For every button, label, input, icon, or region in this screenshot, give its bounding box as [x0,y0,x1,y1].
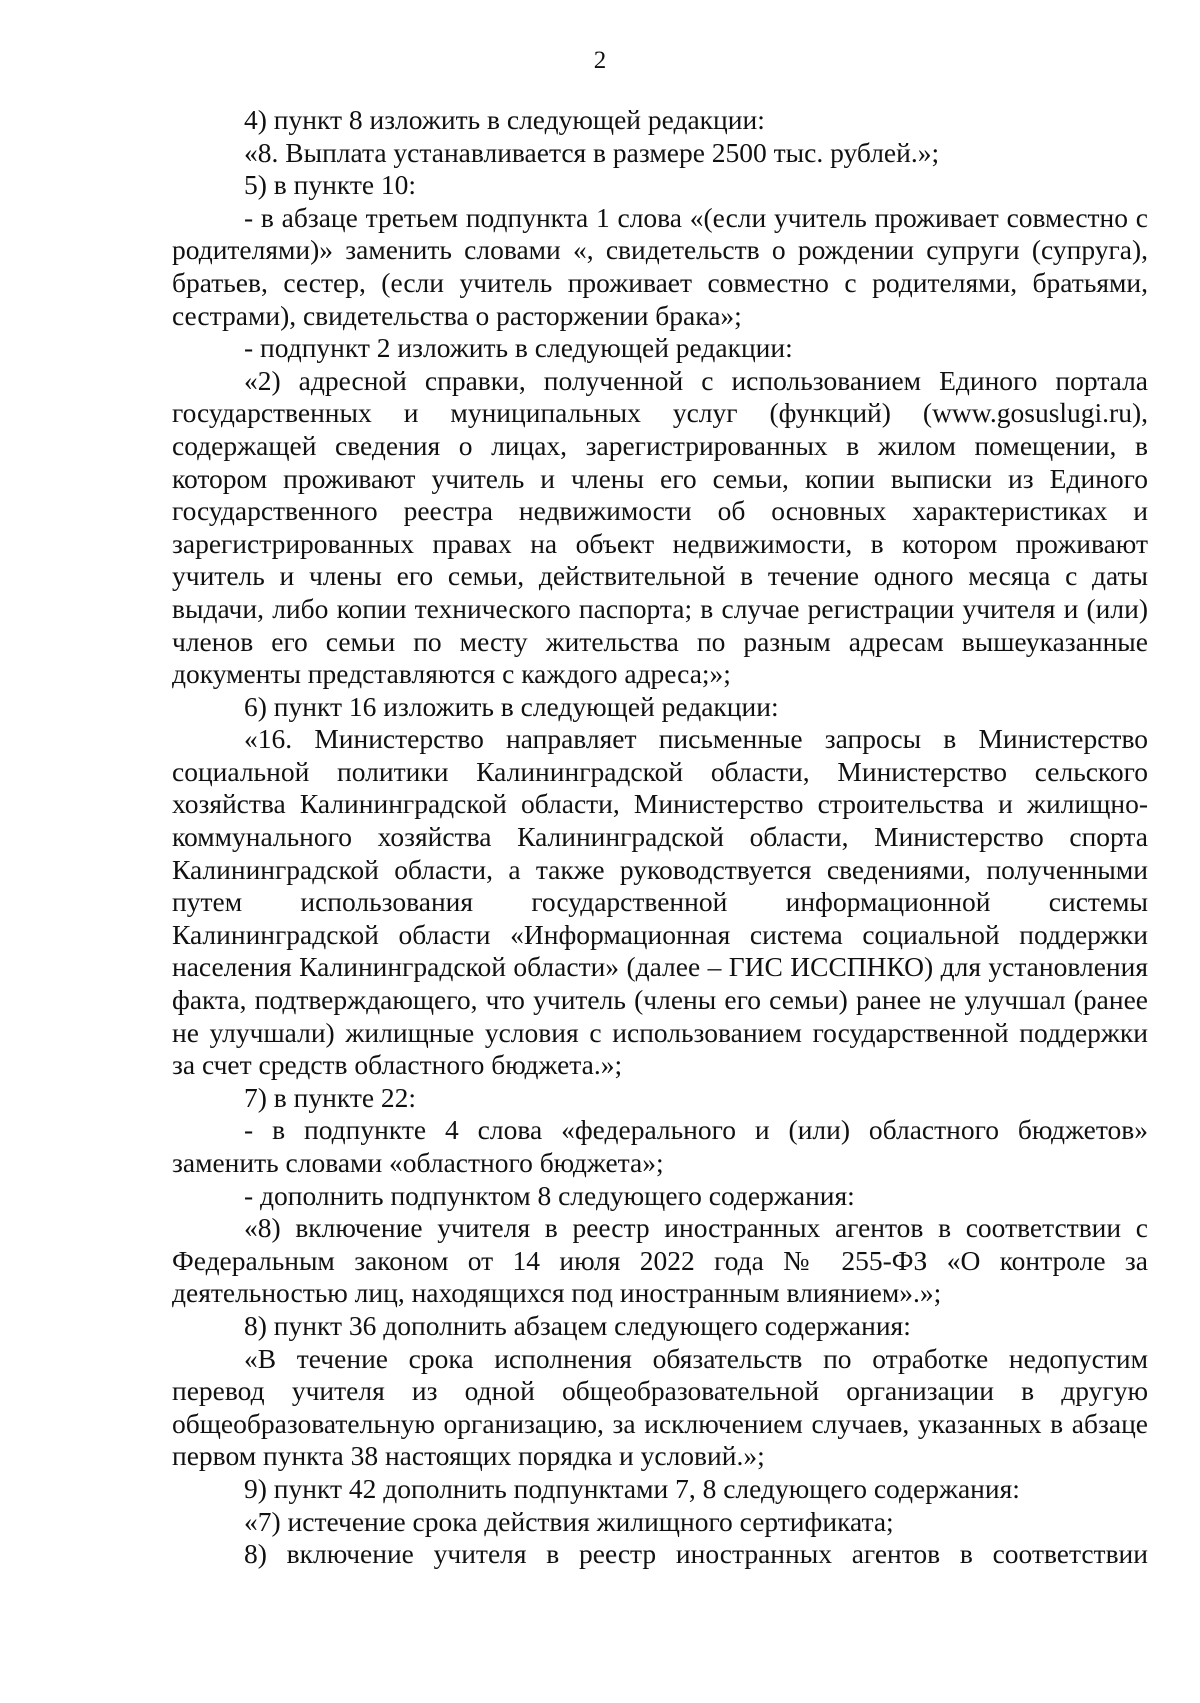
paragraph-item-4: 4) пункт 8 изложить в следующей редакции: [244,104,765,135]
paragraph-quote-subitem-8-continued: 8) включение учителя в реестр иностранных агентов в соответствии [244,1538,1148,1570]
paragraph-quote-item-8: «8. Выплата устанавливается в размере 2500 тыс. рублей.»; [244,136,940,168]
paragraph-subitem-1-change: - в абзаце третьем подпункта 1 слова «(если учитель проживает совместно с родителями)» заменить словами «, свидетельств о рождении супруги (супруга), братьев, сестер, (если учитель проживает совместно с родителями, братьями, сестрами), свидетельства о расторжении брака»; [172,201,1148,331]
paragraph-quote-subitem-8: «8) включение учителя в реестр иностранных агентов в соответствии с Федеральным законом от 14 июля 2022 года № 255-ФЗ «О контроле за деятельностью лиц, находящихся под иностранным влиянием».»; [172,1212,1148,1309]
paragraph-add-subitem-8: - дополнить подпунктом 8 следующего содержания: [244,1179,855,1211]
paragraph-quote-subitem-7: «7) истечение срока действия жилищного сертификата; [244,1505,894,1537]
paragraph-item-7: 7) в пункте 22: [244,1081,417,1113]
paragraph-quote-subitem-2: «2) адресной справки, полученной с использованием Единого портала государственных и муниципальных услуг (функций) (www.gosuslugi.ru), содержащей сведения о лицах, зарегистрированных в жилом помещении, в котором проживают учитель и члены его семьи, копии выписки из Единого государственного реестра недвижимости об основных характеристиках и зарегистрированных правах на объект недвижимости, в котором проживают учитель и члены его семьи, действительной в течение одного месяца с даты выдачи, либо копии технического паспорта; в случае регистрации учителя и (или) членов его семьи по месту жительства по разным адресам вышеуказанные документы представляются с каждого адреса;»; [172,364,1148,690]
paragraph-item-6: 6) пункт 16 изложить в следующей редакции: [244,690,779,722]
paragraph-quote-item-36: «В течение срока исполнения обязательств по отработке недопустим перевод учителя из одной общеобразовательной организации в другую общеобразовательную организацию, за исключением случаев, указанных в абзаце первом пункта 38 настоящих порядка и условий.»; [172,1342,1148,1472]
paragraph-subitem-4-change: - в подпункте 4 слова «федерального и (или) областного бюджетов» заменить словами «областного бюджета»; [172,1114,1148,1178]
document-body [172,104,1148,1571]
paragraph-quote-item-16: «16. Министерство направляет письменные запросы в Министерство социальной политики Калининградской области, Министерство сельского хозяйства Калининградской области, Министерство строительства и жилищно-коммунального хозяйства Калининградской области, Министерство спорта Калининградской области, а также руководствуется сведениями, полученными путем использования государственной информационной системы Калининградской области «Информационная система социальной поддержки населения Калининградской области» (далее – ГИС ИССПНКО) для установления факта, подтверждающего, что учитель (члены его семьи) ранее не улучшал (ранее не улучшали) жилищные условия с использованием государственной поддержки за счет средств областного бюджета.»; [172,723,1148,1081]
paragraph-item-5: 5) в пункте 10: [244,169,417,201]
paragraph-item-8: 8) пункт 36 дополнить абзацем следующего содержания: [244,1309,911,1341]
paragraph-item-9: 9) пункт 42 дополнить подпунктами 7, 8 следующего содержания: [244,1472,1020,1504]
page-number: 2 [593,47,607,74]
paragraph-subitem-2-intro: - подпункт 2 изложить в следующей редакции: [244,332,793,364]
